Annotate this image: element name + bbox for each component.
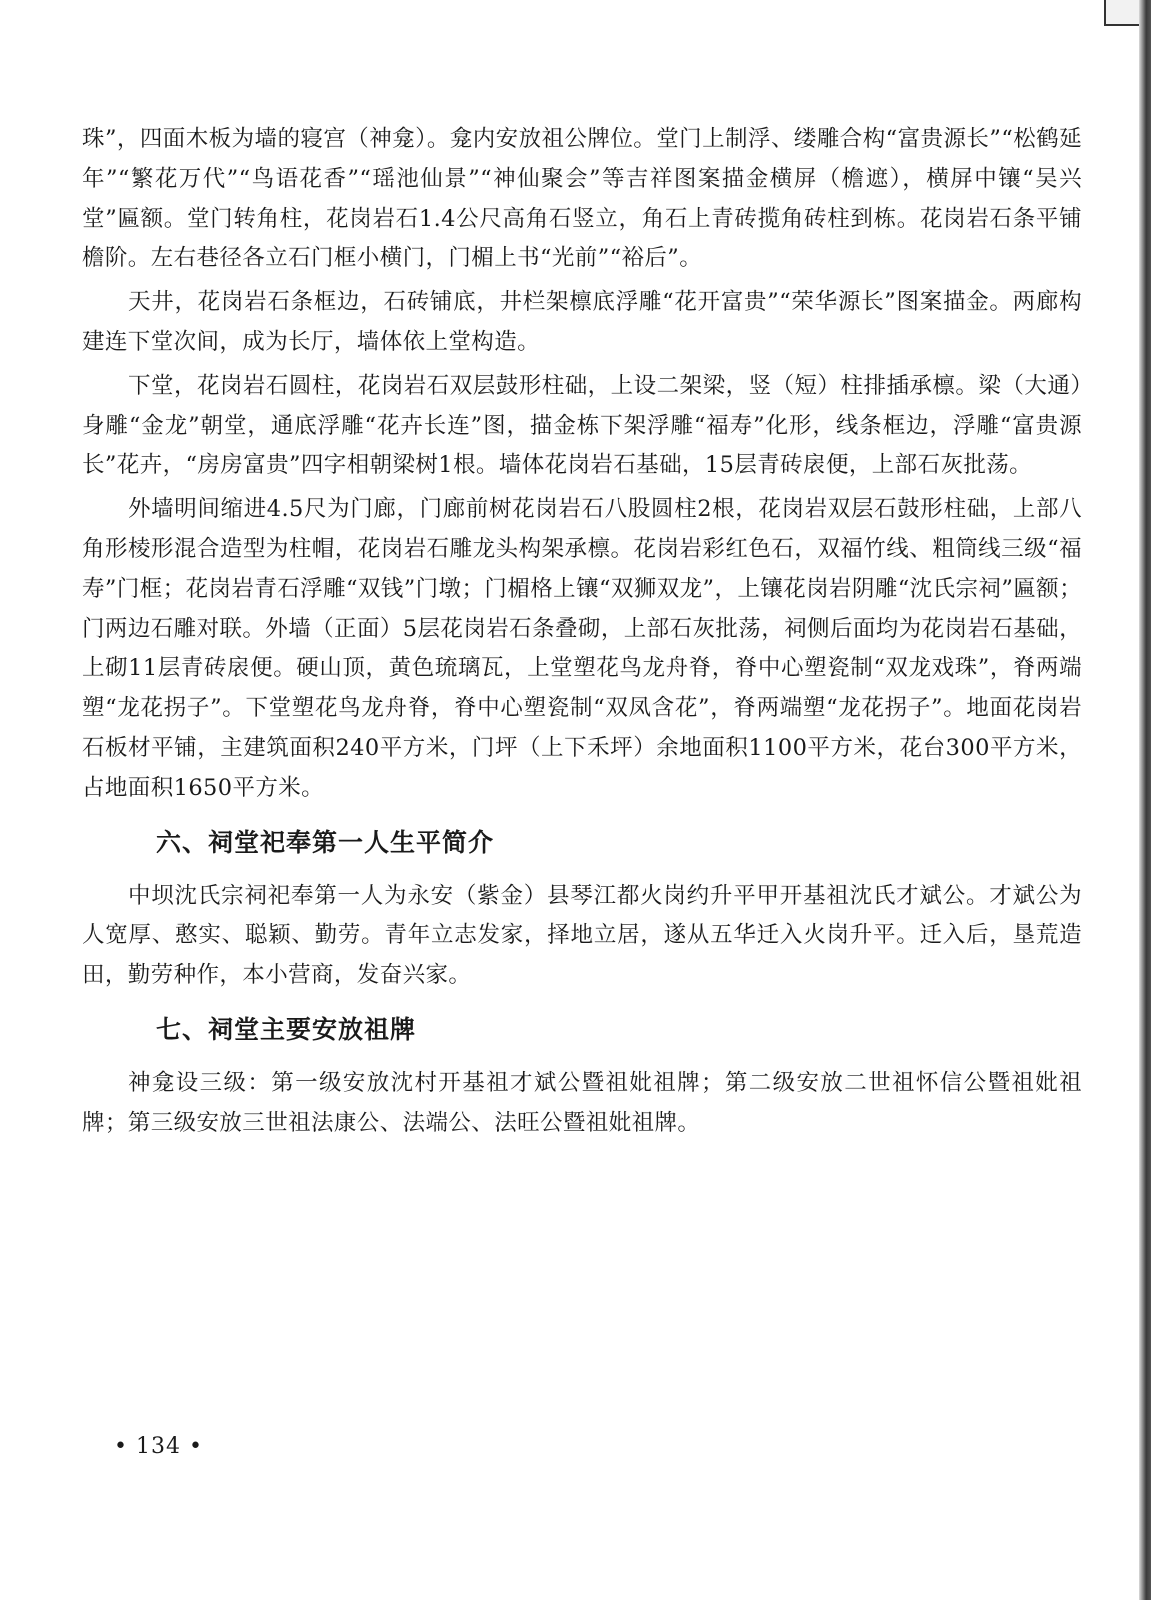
paragraph-exterior-wall: 外墙明间缩进4.5尺为门廊，门廊前树花岗岩石八股圆柱2根，花岗岩双层石鼓形柱础，上部八角形棱形混合造型为柱帽，花岗岩石雕龙头构架承檩。花岗岩彩红色石，双福竹线、粗筒线三级“福寿”门框；花岗岩青石浮雕“双钱”门墩；门楣格上镶“双狮双龙”，上镶花岗岩阴雕“沈氏宗祠”匾额；门两边石雕对联。外墙（正面）5层花岗岩石条叠砌，上部石灰批荡，祠侧后面均为花岗岩石基础，上砌11层青砖扆便。硬山顶，黄色琉璃瓦，上堂塑花鸟龙舟脊，脊中心塑瓷制“双龙戏珠”，脊两端塑“龙花拐子”。下堂塑花鸟龙舟脊，脊中心塑瓷制“双凤含花”，脊两端塑“龙花拐子”。地面花岗岩石板材平铺，主建筑面积240平方米，门坪（上下禾坪）余地面积1100平方米，花台300平方米，占地面积1650平方米。 — [82, 496, 1082, 801]
body-text — [82, 120, 1082, 1148]
scan-corner-mark — [1104, 0, 1142, 26]
paragraph-section-7: 神龛设三级：第一级安放沈村开基祖才斌公暨祖妣祖牌；第二级安放二世祖怀信公暨祖妣祖牌；第三级安放三世祖法康公、法端公、法旺公暨祖妣祖牌。 — [82, 1069, 1082, 1136]
paragraph-courtyard: 天井，花岗岩石条框边，石砖铺底，井栏架檩底浮雕“花开富贵”“荣华源长”图案描金。两廊构建连下堂次间，成为长厅，墙体依上堂构造。 — [82, 289, 1082, 355]
section-heading-6: 六、祠堂祀奉第一人生平简介 — [156, 827, 495, 857]
section-heading-7: 七、祠堂主要安放祖牌 — [156, 1014, 417, 1044]
paragraph-section-6: 中坝沈氏宗祠祀奉第一人为永安（紫金）县琴江都火岗约升平甲开基祖沈氏才斌公。才斌公为人宽厚、憨实、聪颖、勤劳。青年立志发家，择地立居，遂从五华迁入火岗升平。迁入后，垦荒造田，勤劳种作，本小营商，发奋兴家。 — [82, 882, 1082, 989]
scan-edge-shadow — [1139, 0, 1151, 1600]
page-number: • 134 • — [114, 1434, 203, 1459]
paragraph-lower-hall: 下堂，花岗岩石圆柱，花岗岩石双层鼓形柱础，上设二架梁，竖（短）柱排插承檩。梁（大通）身雕“金龙”朝堂，通底浮雕“花卉长连”图，描金栋下架浮雕“福寿”化形，线条框边，浮雕“富贵源长”花卉，“房房富贵”四字相朝梁树1根。墙体花岗岩石基础，15层青砖扆便，上部石灰批荡。 — [82, 372, 1082, 479]
paragraph-continued: 珠”，四面木板为墙的寝宫（神龛）。龛内安放祖公牌位。堂门上制浮、缕雕合构“富贵源长”“松鹤延年”“繁花万代”“鸟语花香”“瑶池仙景”“神仙聚会”等吉祥图案描金横屏（檐遮），横屏中镶“吴兴堂”匾额。堂门转角柱，花岗岩石1.4公尺高角石竖立，角石上青砖揽角砖柱到栋。花岗岩石条平铺檐阶。左右巷径各立石门框小横门，门楣上书“光前”“裕后”。 — [82, 126, 1082, 272]
